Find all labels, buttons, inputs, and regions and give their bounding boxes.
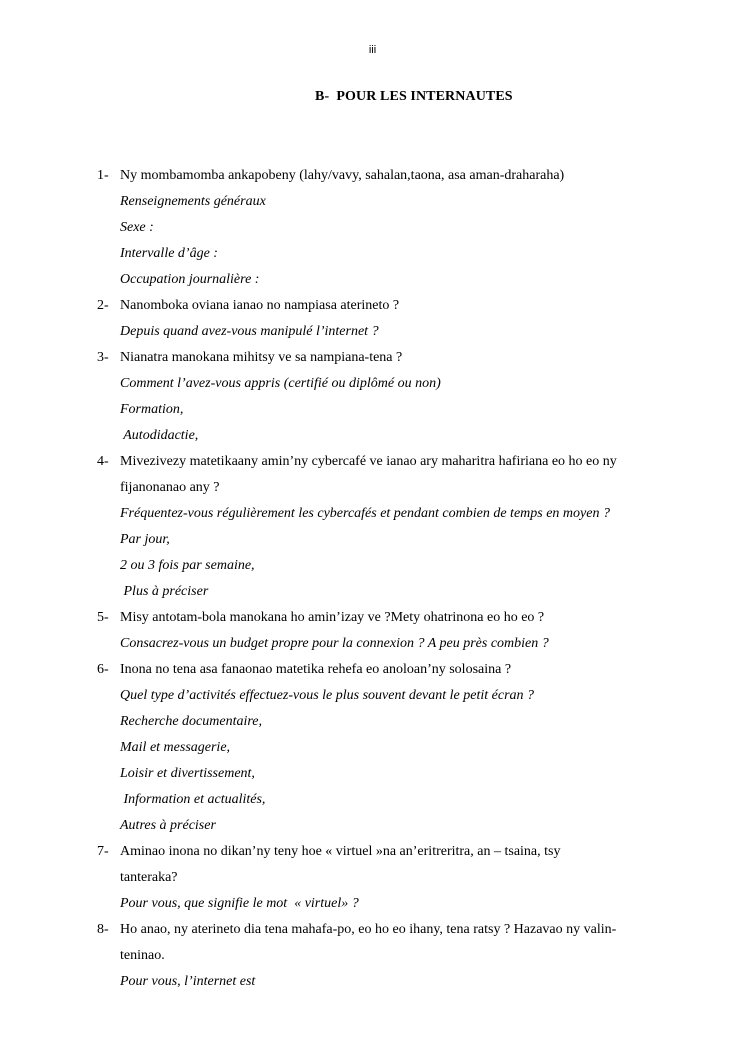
question-number: 3- [97, 350, 109, 365]
answer-option: Recherche documentaire, [120, 714, 263, 729]
question-number: 8- [97, 922, 109, 937]
question-malagasy: Aminao inona no dikan’ny teny hoe « virtuel »na an’eritreritra, an – tsaina, tsy [120, 844, 561, 859]
question-malagasy: Ny mombamomba ankapobeny (lahy/vavy, sahalan,taona, asa aman-draharaha) [120, 168, 565, 183]
answer-option: Autres à préciser [120, 818, 216, 833]
answer-option: Information et actualités, [120, 792, 266, 807]
question-french: Consacrez-vous un budget propre pour la connexion ? A peu près combien ? [120, 636, 549, 651]
question-number: 5- [97, 610, 109, 625]
question-malagasy-continued: fijanonanao any ? [120, 480, 220, 495]
question-number: 1- [97, 168, 109, 183]
answer-option: Sexe : [120, 220, 154, 235]
questionnaire [97, 163, 662, 995]
answer-option: Plus à préciser [120, 584, 209, 599]
answer-option: Par jour, [120, 532, 170, 547]
question-french: Quel type d’activités effectuez-vous le plus souvent devant le petit écran ? [120, 688, 535, 703]
page-number: iii [368, 44, 377, 56]
question-malagasy: Ho anao, ny aterineto dia tena mahafa-po, eo ho eo ihany, tena ratsy ? Hazavao ny valin- [120, 922, 617, 937]
section-title: B- POUR LES INTERNAUTES [315, 89, 513, 104]
question-number: 2- [97, 298, 109, 313]
question-malagasy: Inona no tena asa fanaonao matetika rehefa eo anoloan’ny solosaina ? [120, 662, 512, 677]
question-malagasy-continued: teninao. [120, 948, 165, 963]
question-malagasy: Misy antotam-bola manokana ho amin’izay ve ?Mety ohatrinona eo ho eo ? [120, 610, 545, 625]
question-2 [97, 293, 662, 345]
question-malagasy-continued: tanteraka? [120, 870, 178, 885]
question-french: Pour vous, que signifie le mot « virtuel» ? [120, 896, 359, 911]
question-8 [97, 917, 662, 995]
question-4 [97, 449, 662, 605]
question-french: Comment l’avez-vous appris (certifié ou diplômé ou non) [120, 376, 441, 391]
question-number: 7- [97, 844, 109, 859]
question-number: 4- [97, 454, 109, 469]
question-french: Pour vous, l’internet est [120, 974, 256, 989]
answer-option: Mail et messagerie, [120, 740, 231, 755]
question-malagasy: Nianatra manokana mihitsy ve sa nampiana-tena ? [120, 350, 403, 365]
question-french: Fréquentez-vous régulièrement les cybercafés et pendant combien de temps en moyen ? [120, 506, 610, 521]
question-6 [97, 657, 662, 839]
question-1 [97, 163, 662, 293]
question-number: 6- [97, 662, 109, 677]
question-3 [97, 345, 662, 449]
question-malagasy: Mivezivezy matetikaany amin’ny cybercafé ve ianao ary maharitra hafiriana eo ho eo ny [120, 454, 617, 469]
answer-option: 2 ou 3 fois par semaine, [120, 558, 255, 573]
question-malagasy: Nanomboka oviana ianao no nampiasa aterineto ? [120, 298, 400, 313]
answer-option: Autodidactie, [120, 428, 199, 443]
question-french: Renseignements généraux [120, 194, 266, 209]
question-french: Depuis quand avez-vous manipulé l’internet ? [120, 324, 379, 339]
answer-option: Occupation journalière : [120, 272, 260, 287]
question-5 [97, 605, 662, 657]
answer-option: Loisir et divertissement, [120, 766, 255, 781]
question-7 [97, 839, 662, 917]
answer-option: Intervalle d’âge : [120, 246, 218, 261]
answer-option: Formation, [120, 402, 184, 417]
